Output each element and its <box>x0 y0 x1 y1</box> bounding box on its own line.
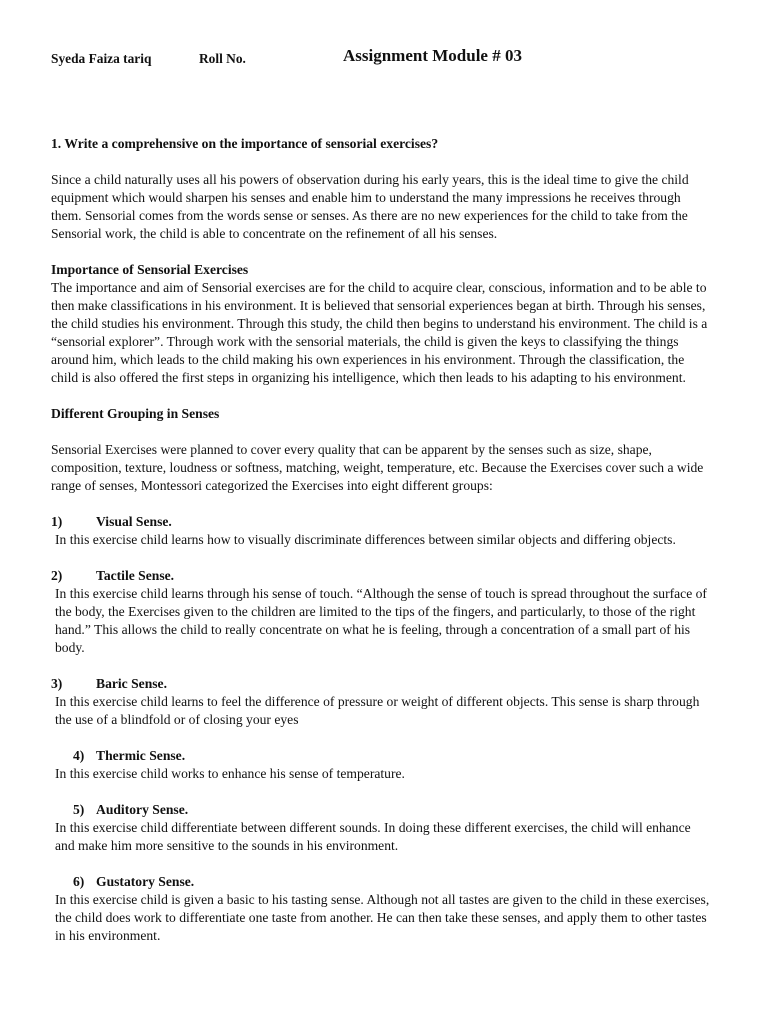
sense-description: In this exercise child learns how to visually discriminate differences between similar objects and differing objects. <box>55 532 676 547</box>
sense-item-tactile <box>51 567 711 657</box>
sense-title: Gustatory Sense. <box>96 874 195 889</box>
grouping-paragraph: Sensorial Exercises were planned to cover every quality that can be apparent by the senses such as size, shape, composition, texture, loudness or softness, matching, weight, temperature, etc. Because the Exercises cover such a wide range of senses, Montessori categorized the Exercises into eight different groups: <box>51 442 704 493</box>
sense-description: In this exercise child learns to feel the difference of pressure or weight of different objects. This sense is sharp through the use of a blindfold or of closing your eyes <box>55 694 700 727</box>
sense-description: In this exercise child differentiate between different sounds. In doing these different exercises, the child will enhance and make him more sensitive to the sounds in his environment. <box>55 820 691 853</box>
document-body <box>51 135 711 963</box>
sense-title: Auditory Sense. <box>96 802 189 817</box>
sense-description: In this exercise child works to enhance his sense of temperature. <box>55 766 405 781</box>
question-heading: 1. Write a comprehensive on the importance of sensorial exercises? <box>51 136 439 151</box>
sense-item-visual <box>51 513 711 549</box>
sense-item-thermic <box>51 747 711 783</box>
sense-item-gustatory <box>51 873 711 945</box>
sense-description: In this exercise child is given a basic to his tasting sense. Although not all tastes are given to the child in these exercises, the child does work to differentiate one taste from another. He can then take these senses, and apply them to other tastes in his environment. <box>55 892 710 943</box>
document-header <box>51 46 711 73</box>
sense-description: In this exercise child learns through his sense of touch. “Although the sense of touch is spread throughout the surface of the body, the Exercises given to the children are limited to the tips of the fingers, and particularly, to those of the right hand.” This allows the child to really concentrate on what he is feeling, through a concentration of a small part of his body. <box>55 586 707 655</box>
sense-title: Visual Sense. <box>96 514 172 529</box>
sense-title: Thermic Sense. <box>96 748 186 763</box>
sense-number: 1) <box>51 514 63 529</box>
importance-paragraph: The importance and aim of Sensorial exercises are for the child to acquire clear, conscious, information and to be able to then make classifications in his environment. It is believed that sensorial experiences began at birth. Through his senses, the child studies his environment. Through this study, the child then begins to understand his environment. The child is a “sensorial explorer”. Through work with the sensorial materials, the child is given the keys to classifying the things around him, which leads to the child making his own experiences in his environment. Through the classification, the child is also offered the first steps in organizing his intelligence, which then leads to his adapting to his environment. <box>51 280 708 385</box>
importance-section <box>51 261 711 387</box>
sense-title: Tactile Sense. <box>96 568 175 583</box>
sense-number: 6) <box>73 874 85 889</box>
student-name: Syeda Faiza tariq <box>51 51 152 66</box>
sense-number: 3) <box>51 676 63 691</box>
sense-item-auditory <box>51 801 711 855</box>
sense-number: 4) <box>73 748 85 763</box>
grouping-heading: Different Grouping in Senses <box>51 406 220 421</box>
sense-title: Baric Sense. <box>96 676 167 691</box>
sense-item-baric <box>51 675 711 729</box>
roll-number-label: Roll No. <box>199 51 246 66</box>
sense-number: 5) <box>73 802 85 817</box>
sense-number: 2) <box>51 568 63 583</box>
assignment-title: Assignment Module # 03 <box>343 46 522 65</box>
intro-paragraph: Since a child naturally uses all his powers of observation during his early years, this is the ideal time to give the child equipment which would sharpen his senses and enable him to understand the many impressions he receives through them. Sensorial comes from the words sense or senses. As there are no new experiences for the child to take from the Sensorial work, the child is able to concentrate on the refinement of all his senses. <box>51 172 689 241</box>
importance-heading: Importance of Sensorial Exercises <box>51 262 249 277</box>
